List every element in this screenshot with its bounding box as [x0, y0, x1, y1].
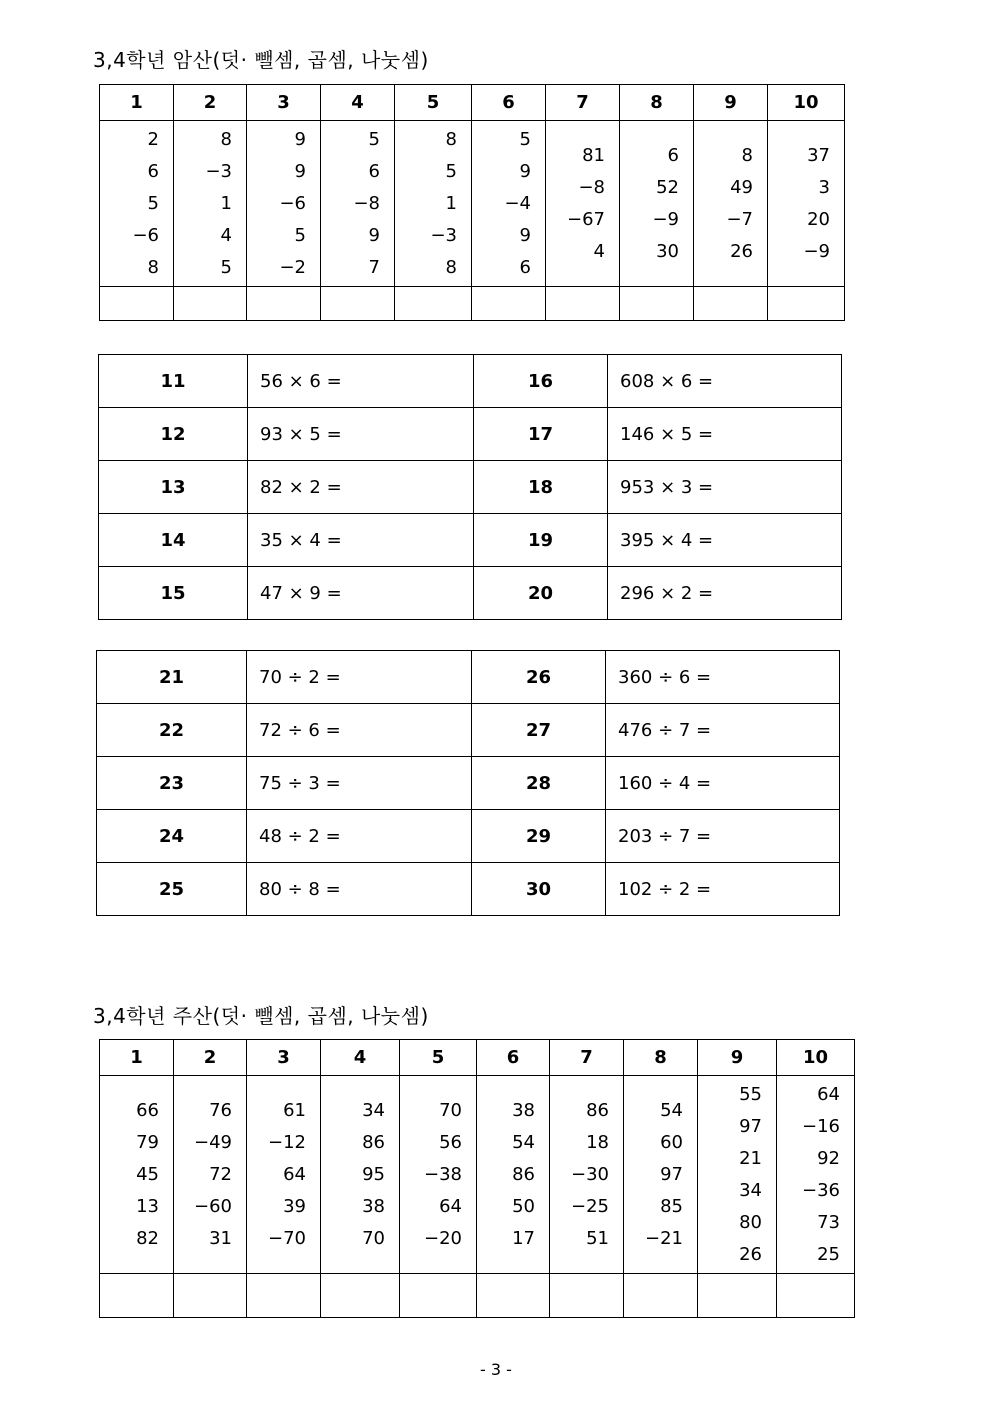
problem-value: 2: [147, 128, 159, 150]
answer-cell[interactable]: [698, 1274, 777, 1318]
problem-value: 52: [656, 176, 679, 198]
problem-row: [97, 651, 840, 704]
answer-cell[interactable]: [321, 287, 395, 321]
problem-column: [546, 121, 620, 287]
column-header: 7: [546, 85, 620, 121]
problem-column: [550, 1076, 624, 1274]
problem-value: −38: [424, 1163, 462, 1185]
problem-value: 70: [362, 1227, 385, 1249]
problem-expression[interactable]: 35 × 4 =: [248, 514, 474, 567]
problem-column: [620, 121, 694, 287]
problem-number: 23: [97, 757, 247, 810]
problem-value: −12: [268, 1131, 306, 1153]
problem-expression[interactable]: 75 ÷ 3 =: [247, 757, 472, 810]
problem-expression[interactable]: 70 ÷ 2 =: [247, 651, 472, 704]
problem-number: 19: [474, 514, 608, 567]
problem-column: [321, 1076, 400, 1274]
division-table: [96, 650, 840, 916]
answer-cell[interactable]: [546, 287, 620, 321]
problem-value: 6: [667, 144, 679, 166]
problem-expression[interactable]: 102 ÷ 2 =: [606, 863, 840, 916]
problem-value: 56: [439, 1131, 462, 1153]
problem-value: 45: [136, 1163, 159, 1185]
problem-row: [99, 355, 842, 408]
problem-column: [321, 121, 395, 287]
problem-column: [174, 121, 247, 287]
problem-number: 15: [99, 567, 248, 620]
problem-value: −36: [802, 1179, 840, 1201]
problem-value: 18: [586, 1131, 609, 1153]
problem-column: [174, 1076, 247, 1274]
problem-expression[interactable]: 953 × 3 =: [608, 461, 842, 514]
problem-value: 4: [220, 224, 232, 246]
column-header: 2: [174, 1040, 247, 1076]
problem-value: 76: [209, 1099, 232, 1121]
answer-cell[interactable]: [477, 1274, 550, 1318]
problem-expression[interactable]: 93 × 5 =: [248, 408, 474, 461]
problem-value: −60: [194, 1195, 232, 1217]
answer-cell[interactable]: [247, 287, 321, 321]
problem-number: 17: [474, 408, 608, 461]
answer-cell[interactable]: [768, 287, 845, 321]
problem-value: −9: [652, 208, 679, 230]
problem-expression[interactable]: 395 × 4 =: [608, 514, 842, 567]
problem-value: 86: [586, 1099, 609, 1121]
answer-cell[interactable]: [620, 287, 694, 321]
multiplication-table: [98, 354, 842, 620]
problem-value: −16: [802, 1115, 840, 1137]
problem-value: 38: [512, 1099, 535, 1121]
problem-column: [694, 121, 768, 287]
column-header: 2: [174, 85, 247, 121]
problem-value: 1: [220, 192, 232, 214]
problem-value: −8: [353, 192, 380, 214]
problem-expression[interactable]: 160 ÷ 4 =: [606, 757, 840, 810]
section1-title: 3,4학년 암산(덧· 뺄셈, 곱셈, 나눗셈): [93, 48, 429, 72]
problem-value: 21: [739, 1147, 762, 1169]
problem-value: 86: [512, 1163, 535, 1185]
problem-value: −70: [268, 1227, 306, 1249]
mental-math-table: [99, 84, 845, 321]
problem-value: 5: [220, 256, 232, 278]
problem-expression[interactable]: 48 ÷ 2 =: [247, 810, 472, 863]
problem-column: [472, 121, 546, 287]
problem-value: 34: [739, 1179, 762, 1201]
problem-value: 31: [209, 1227, 232, 1249]
problem-row: [99, 514, 842, 567]
problem-number: 24: [97, 810, 247, 863]
problem-expression[interactable]: 56 × 6 =: [248, 355, 474, 408]
problem-number: 25: [97, 863, 247, 916]
column-header: 4: [321, 1040, 400, 1076]
problem-number: 29: [472, 810, 606, 863]
problem-value: 8: [147, 256, 159, 278]
problem-row: [97, 757, 840, 810]
problem-value: 6: [519, 256, 531, 278]
problem-value: 97: [739, 1115, 762, 1137]
answer-cell[interactable]: [321, 1274, 400, 1318]
problem-value: 92: [817, 1147, 840, 1169]
problem-value: −4: [504, 192, 531, 214]
problem-value: 6: [147, 160, 159, 182]
column-header: 9: [698, 1040, 777, 1076]
problem-value: 9: [294, 128, 306, 150]
problem-value: 72: [209, 1163, 232, 1185]
problem-value: 13: [136, 1195, 159, 1217]
problem-expression[interactable]: 608 × 6 =: [608, 355, 842, 408]
problem-number: 26: [472, 651, 606, 704]
problem-row: [97, 810, 840, 863]
problem-value: 95: [362, 1163, 385, 1185]
column-header: 3: [247, 1040, 321, 1076]
answer-cell[interactable]: [395, 287, 472, 321]
problem-value: −3: [205, 160, 232, 182]
problem-number: 18: [474, 461, 608, 514]
problem-value: 20: [807, 208, 830, 230]
answer-cell[interactable]: [550, 1274, 624, 1318]
problem-value: 26: [739, 1243, 762, 1265]
problem-value: 26: [730, 240, 753, 262]
problem-column: [247, 121, 321, 287]
column-header: 10: [768, 85, 845, 121]
problem-value: 64: [817, 1083, 840, 1105]
column-header: 6: [477, 1040, 550, 1076]
problem-value: 17: [512, 1227, 535, 1249]
problem-expression[interactable]: 146 × 5 =: [608, 408, 842, 461]
problem-value: 61: [283, 1099, 306, 1121]
problem-value: 5: [368, 128, 380, 150]
problem-value: 4: [593, 240, 605, 262]
problem-value: 64: [439, 1195, 462, 1217]
answer-cell[interactable]: [100, 287, 174, 321]
problem-number: 11: [99, 355, 248, 408]
problem-value: −67: [567, 208, 605, 230]
problem-value: 30: [656, 240, 679, 262]
column-header: 8: [624, 1040, 698, 1076]
problem-value: −6: [279, 192, 306, 214]
problem-value: 64: [283, 1163, 306, 1185]
column-header: 6: [472, 85, 546, 121]
answer-cell[interactable]: [624, 1274, 698, 1318]
problem-value: 1: [445, 192, 457, 214]
problem-value: 66: [136, 1099, 159, 1121]
problem-value: −6: [132, 224, 159, 246]
problem-expression[interactable]: 360 ÷ 6 =: [606, 651, 840, 704]
problem-number: 12: [99, 408, 248, 461]
problem-value: −20: [424, 1227, 462, 1249]
problem-column: [768, 121, 845, 287]
problem-value: 6: [368, 160, 380, 182]
problem-value: 55: [739, 1083, 762, 1105]
problem-value: 86: [362, 1131, 385, 1153]
problem-value: −8: [578, 176, 605, 198]
problem-value: −21: [645, 1227, 683, 1249]
column-header: 5: [395, 85, 472, 121]
problem-value: −25: [571, 1195, 609, 1217]
problem-expression[interactable]: 80 ÷ 8 =: [247, 863, 472, 916]
problem-value: 9: [368, 224, 380, 246]
problem-column: [100, 1076, 174, 1274]
problem-column: [395, 121, 472, 287]
problem-value: 9: [294, 160, 306, 182]
column-header: 8: [620, 85, 694, 121]
problem-value: 73: [817, 1211, 840, 1233]
problem-value: 82: [136, 1227, 159, 1249]
problem-value: 85: [660, 1195, 683, 1217]
section2-title: 3,4학년 주산(덧· 뺄셈, 곱셈, 나눗셈): [93, 1004, 429, 1028]
problem-row: [99, 461, 842, 514]
problem-value: 79: [136, 1131, 159, 1153]
answer-cell[interactable]: [174, 1274, 247, 1318]
problem-column: [777, 1076, 855, 1274]
problem-value: −49: [194, 1131, 232, 1153]
problem-value: 39: [283, 1195, 306, 1217]
problem-value: 8: [220, 128, 232, 150]
problem-value: 37: [807, 144, 830, 166]
problem-value: 60: [660, 1131, 683, 1153]
problem-value: 7: [368, 256, 380, 278]
answer-cell[interactable]: [694, 287, 768, 321]
problem-row: [99, 408, 842, 461]
answer-cell[interactable]: [100, 1274, 174, 1318]
problem-number: 21: [97, 651, 247, 704]
problem-value: 38: [362, 1195, 385, 1217]
column-header: 10: [777, 1040, 855, 1076]
problem-value: 5: [147, 192, 159, 214]
problem-value: 80: [739, 1211, 762, 1233]
problem-value: 34: [362, 1099, 385, 1121]
problem-number: 28: [472, 757, 606, 810]
problem-expression[interactable]: 72 ÷ 6 =: [247, 704, 472, 757]
problem-number: 16: [474, 355, 608, 408]
problem-expression[interactable]: 82 × 2 =: [248, 461, 474, 514]
problem-number: 13: [99, 461, 248, 514]
problem-value: 54: [660, 1099, 683, 1121]
answer-cell[interactable]: [400, 1274, 477, 1318]
problem-value: 50: [512, 1195, 535, 1217]
problem-column: [100, 121, 174, 287]
problem-value: −2: [279, 256, 306, 278]
column-header: 1: [100, 1040, 174, 1076]
problem-value: 81: [582, 144, 605, 166]
problem-expression[interactable]: 203 ÷ 7 =: [606, 810, 840, 863]
problem-row: [99, 567, 842, 620]
column-header: 9: [694, 85, 768, 121]
problem-row: [97, 863, 840, 916]
problem-value: 8: [445, 128, 457, 150]
problem-column: [698, 1076, 777, 1274]
column-header: 7: [550, 1040, 624, 1076]
problem-value: −3: [430, 224, 457, 246]
answer-cell[interactable]: [174, 287, 247, 321]
problem-value: 9: [519, 160, 531, 182]
problem-value: 97: [660, 1163, 683, 1185]
problem-value: 54: [512, 1131, 535, 1153]
column-header: 4: [321, 85, 395, 121]
problem-column: [400, 1076, 477, 1274]
answer-cell[interactable]: [472, 287, 546, 321]
page-number: - 3 -: [480, 1360, 512, 1379]
problem-expression[interactable]: 476 ÷ 7 =: [606, 704, 840, 757]
problem-number: 27: [472, 704, 606, 757]
problem-value: 3: [818, 176, 830, 198]
problem-value: −30: [571, 1163, 609, 1185]
problem-expression[interactable]: 47 × 9 =: [248, 567, 474, 620]
problem-value: −7: [726, 208, 753, 230]
problem-row: [97, 704, 840, 757]
column-header: 1: [100, 85, 174, 121]
abacus-table: [99, 1039, 855, 1318]
answer-cell[interactable]: [247, 1274, 321, 1318]
problem-value: 51: [586, 1227, 609, 1249]
problem-value: 5: [519, 128, 531, 150]
problem-value: 70: [439, 1099, 462, 1121]
problem-column: [477, 1076, 550, 1274]
problem-column: [624, 1076, 698, 1274]
problem-value: −9: [803, 240, 830, 262]
problem-value: 49: [730, 176, 753, 198]
problem-value: 8: [741, 144, 753, 166]
column-header: 5: [400, 1040, 477, 1076]
problem-value: 5: [445, 160, 457, 182]
problem-number: 20: [474, 567, 608, 620]
problem-number: 30: [472, 863, 606, 916]
problem-value: 8: [445, 256, 457, 278]
problem-expression[interactable]: 296 × 2 =: [608, 567, 842, 620]
problem-value: 9: [519, 224, 531, 246]
answer-cell[interactable]: [777, 1274, 855, 1318]
problem-number: 14: [99, 514, 248, 567]
problem-value: 5: [294, 224, 306, 246]
problem-column: [247, 1076, 321, 1274]
column-header: 3: [247, 85, 321, 121]
problem-number: 22: [97, 704, 247, 757]
problem-value: 25: [817, 1243, 840, 1265]
